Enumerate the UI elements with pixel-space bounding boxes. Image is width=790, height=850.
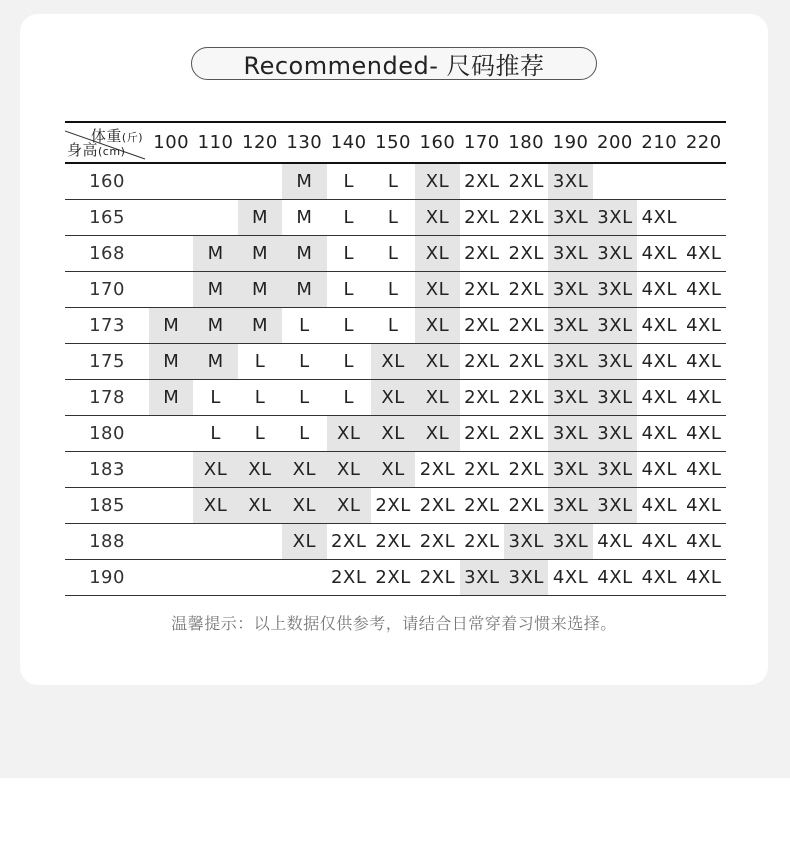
size-cell: M: [149, 344, 193, 380]
size-cell: 4XL: [682, 308, 726, 344]
size-chart-card: [20, 14, 768, 685]
size-cell: L: [327, 380, 371, 416]
height-cell: 173: [65, 308, 149, 344]
size-cell: 4XL: [637, 200, 681, 236]
size-cell: 2XL: [460, 344, 504, 380]
size-cell: 2XL: [415, 452, 459, 488]
size-cell: M: [282, 272, 326, 308]
size-cell: 3XL: [548, 344, 592, 380]
size-cell: 2XL: [460, 200, 504, 236]
weight-header-cell: 130: [282, 122, 326, 163]
table-row: [65, 416, 726, 452]
size-cell: 4XL: [682, 452, 726, 488]
size-cell: XL: [371, 344, 415, 380]
size-cell: 2XL: [504, 200, 548, 236]
table-row: [65, 488, 726, 524]
size-cell: 4XL: [637, 488, 681, 524]
size-cell: L: [193, 380, 237, 416]
size-cell: 3XL: [548, 308, 592, 344]
weight-header-cell: 120: [238, 122, 282, 163]
weight-header-cell: 110: [193, 122, 237, 163]
height-cell: 160: [65, 163, 149, 200]
page-title: Recommended- 尺码推荐: [191, 47, 597, 80]
size-cell: XL: [282, 452, 326, 488]
size-cell: [193, 560, 237, 596]
size-cell: 2XL: [415, 488, 459, 524]
size-cell: 2XL: [504, 163, 548, 200]
size-cell: L: [238, 344, 282, 380]
size-cell: [149, 200, 193, 236]
size-cell: [238, 524, 282, 560]
size-cell: 4XL: [637, 380, 681, 416]
size-cell: M: [149, 308, 193, 344]
size-cell: 3XL: [593, 236, 637, 272]
weight-header-cell: 170: [460, 122, 504, 163]
height-cell: 183: [65, 452, 149, 488]
size-cell: [149, 452, 193, 488]
size-cell: M: [238, 308, 282, 344]
size-cell: L: [327, 163, 371, 200]
size-cell: 2XL: [327, 560, 371, 596]
tip-text: 温馨提示：以上数据仅供参考，请结合日常穿着习惯来选择。: [171, 614, 617, 633]
size-cell: XL: [415, 380, 459, 416]
height-cell: 165: [65, 200, 149, 236]
size-cell: 4XL: [682, 344, 726, 380]
size-cell: 2XL: [371, 560, 415, 596]
size-cell: 2XL: [327, 524, 371, 560]
height-cell: 175: [65, 344, 149, 380]
size-cell: M: [149, 380, 193, 416]
size-cell: 4XL: [637, 308, 681, 344]
size-chart-table: [65, 121, 726, 596]
size-cell: XL: [371, 452, 415, 488]
size-cell: 4XL: [637, 344, 681, 380]
size-cell: 4XL: [593, 524, 637, 560]
size-cell: 3XL: [593, 272, 637, 308]
size-cell: M: [282, 163, 326, 200]
size-cell: XL: [415, 416, 459, 452]
size-cell: 4XL: [682, 524, 726, 560]
size-cell: L: [327, 200, 371, 236]
size-cell: 3XL: [548, 236, 592, 272]
table-row: [65, 272, 726, 308]
table-row: [65, 344, 726, 380]
size-cell: 4XL: [637, 272, 681, 308]
size-cell: 3XL: [504, 560, 548, 596]
weight-header-cell: 220: [682, 122, 726, 163]
size-cell: 2XL: [504, 452, 548, 488]
size-cell: 2XL: [504, 488, 548, 524]
weight-header-cell: 150: [371, 122, 415, 163]
size-cell: L: [371, 163, 415, 200]
size-cell: XL: [327, 452, 371, 488]
table-row: [65, 163, 726, 200]
size-cell: M: [238, 200, 282, 236]
size-cell: 3XL: [504, 524, 548, 560]
size-cell: 3XL: [593, 452, 637, 488]
size-cell: [238, 163, 282, 200]
size-cell: XL: [238, 488, 282, 524]
size-cell: M: [193, 308, 237, 344]
size-cell: 2XL: [460, 416, 504, 452]
size-cell: M: [193, 236, 237, 272]
size-cell: XL: [415, 163, 459, 200]
size-cell: L: [238, 416, 282, 452]
size-cell: L: [371, 308, 415, 344]
size-cell: 3XL: [593, 416, 637, 452]
size-cell: 4XL: [682, 272, 726, 308]
size-cell: 2XL: [460, 308, 504, 344]
size-cell: M: [193, 344, 237, 380]
height-unit: (cm): [98, 145, 126, 158]
size-cell: [238, 560, 282, 596]
table-row: [65, 524, 726, 560]
size-cell: 3XL: [548, 524, 592, 560]
table-row: [65, 452, 726, 488]
weight-header-cell: 190: [548, 122, 592, 163]
size-cell: 2XL: [371, 488, 415, 524]
size-cell: L: [193, 416, 237, 452]
size-cell: XL: [327, 488, 371, 524]
size-cell: 2XL: [460, 272, 504, 308]
size-cell: L: [282, 380, 326, 416]
size-cell: 3XL: [593, 200, 637, 236]
size-cell: L: [238, 380, 282, 416]
size-cell: 2XL: [460, 524, 504, 560]
corner-header-cell: [65, 122, 149, 163]
size-cell: L: [282, 416, 326, 452]
size-cell: 4XL: [637, 524, 681, 560]
size-cell: XL: [282, 488, 326, 524]
size-cell: [682, 163, 726, 200]
size-cell: XL: [193, 452, 237, 488]
height-cell: 188: [65, 524, 149, 560]
size-cell: 2XL: [504, 236, 548, 272]
size-cell: [193, 200, 237, 236]
size-cell: XL: [415, 308, 459, 344]
size-cell: [637, 163, 681, 200]
table-header-row: [65, 122, 726, 163]
size-cell: 4XL: [637, 236, 681, 272]
size-cell: L: [371, 236, 415, 272]
size-cell: 3XL: [593, 488, 637, 524]
size-cell: 4XL: [682, 236, 726, 272]
size-cell: 4XL: [682, 488, 726, 524]
table-row: [65, 380, 726, 416]
weight-header-cell: 140: [327, 122, 371, 163]
size-cell: 2XL: [460, 380, 504, 416]
size-cell: 3XL: [548, 272, 592, 308]
weight-header-cell: 160: [415, 122, 459, 163]
size-cell: 2XL: [504, 344, 548, 380]
size-cell: 2XL: [504, 272, 548, 308]
size-cell: [282, 560, 326, 596]
size-cell: L: [371, 200, 415, 236]
weight-label: 体重: [90, 127, 122, 145]
size-cell: 2XL: [460, 488, 504, 524]
size-cell: 4XL: [548, 560, 592, 596]
table-row: [65, 308, 726, 344]
height-axis-label: [67, 139, 125, 160]
size-cell: [193, 524, 237, 560]
size-cell: 4XL: [637, 452, 681, 488]
size-cell: [593, 163, 637, 200]
size-cell: 3XL: [593, 380, 637, 416]
size-cell: 3XL: [593, 344, 637, 380]
weight-unit: (斤): [121, 131, 144, 144]
size-cell: XL: [327, 416, 371, 452]
weight-header-cell: 100: [149, 122, 193, 163]
size-cell: XL: [371, 416, 415, 452]
size-cell: M: [238, 236, 282, 272]
weight-header-cell: 200: [593, 122, 637, 163]
size-cell: 2XL: [415, 524, 459, 560]
size-cell: XL: [238, 452, 282, 488]
height-cell: 190: [65, 560, 149, 596]
size-cell: [149, 524, 193, 560]
size-cell: [149, 163, 193, 200]
size-cell: XL: [415, 272, 459, 308]
size-cell: XL: [371, 380, 415, 416]
size-cell: 3XL: [548, 200, 592, 236]
size-cell: XL: [415, 236, 459, 272]
size-cell: 3XL: [548, 488, 592, 524]
size-cell: 4XL: [682, 560, 726, 596]
height-cell: 178: [65, 380, 149, 416]
size-cell: 2XL: [415, 560, 459, 596]
size-cell: M: [282, 200, 326, 236]
size-cell: 3XL: [460, 560, 504, 596]
size-cell: [149, 236, 193, 272]
weight-header-cell: 210: [637, 122, 681, 163]
size-cell: [682, 200, 726, 236]
size-cell: [149, 560, 193, 596]
height-cell: 180: [65, 416, 149, 452]
size-cell: M: [238, 272, 282, 308]
size-cell: L: [371, 272, 415, 308]
size-cell: 4XL: [682, 380, 726, 416]
height-cell: 170: [65, 272, 149, 308]
size-cell: 2XL: [460, 163, 504, 200]
size-cell: L: [327, 272, 371, 308]
size-cell: 2XL: [371, 524, 415, 560]
size-cell: XL: [193, 488, 237, 524]
size-cell: L: [282, 308, 326, 344]
table-row: [65, 560, 726, 596]
size-cell: 3XL: [548, 163, 592, 200]
size-cell: 4XL: [593, 560, 637, 596]
size-cell: L: [282, 344, 326, 380]
size-cell: [149, 272, 193, 308]
weight-header-cell: 180: [504, 122, 548, 163]
size-cell: 3XL: [593, 308, 637, 344]
size-cell: 2XL: [504, 416, 548, 452]
height-label: 身高: [67, 141, 99, 159]
size-chart-body: [65, 163, 726, 596]
size-cell: [149, 488, 193, 524]
height-cell: 168: [65, 236, 149, 272]
size-cell: 4XL: [637, 416, 681, 452]
size-cell: 2XL: [460, 236, 504, 272]
size-cell: M: [282, 236, 326, 272]
size-cell: 3XL: [548, 452, 592, 488]
size-cell: 4XL: [637, 560, 681, 596]
size-cell: XL: [415, 200, 459, 236]
size-cell: 2XL: [504, 308, 548, 344]
size-cell: L: [327, 236, 371, 272]
height-cell: 185: [65, 488, 149, 524]
size-cell: XL: [415, 344, 459, 380]
size-cell: XL: [282, 524, 326, 560]
size-cell: 3XL: [548, 416, 592, 452]
size-cell: M: [193, 272, 237, 308]
table-row: [65, 200, 726, 236]
size-cell: [149, 416, 193, 452]
size-cell: 4XL: [682, 416, 726, 452]
size-cell: L: [327, 308, 371, 344]
size-cell: 2XL: [460, 452, 504, 488]
size-cell: L: [327, 344, 371, 380]
size-cell: 3XL: [548, 380, 592, 416]
size-cell: [193, 163, 237, 200]
table-row: [65, 236, 726, 272]
size-cell: 2XL: [504, 380, 548, 416]
